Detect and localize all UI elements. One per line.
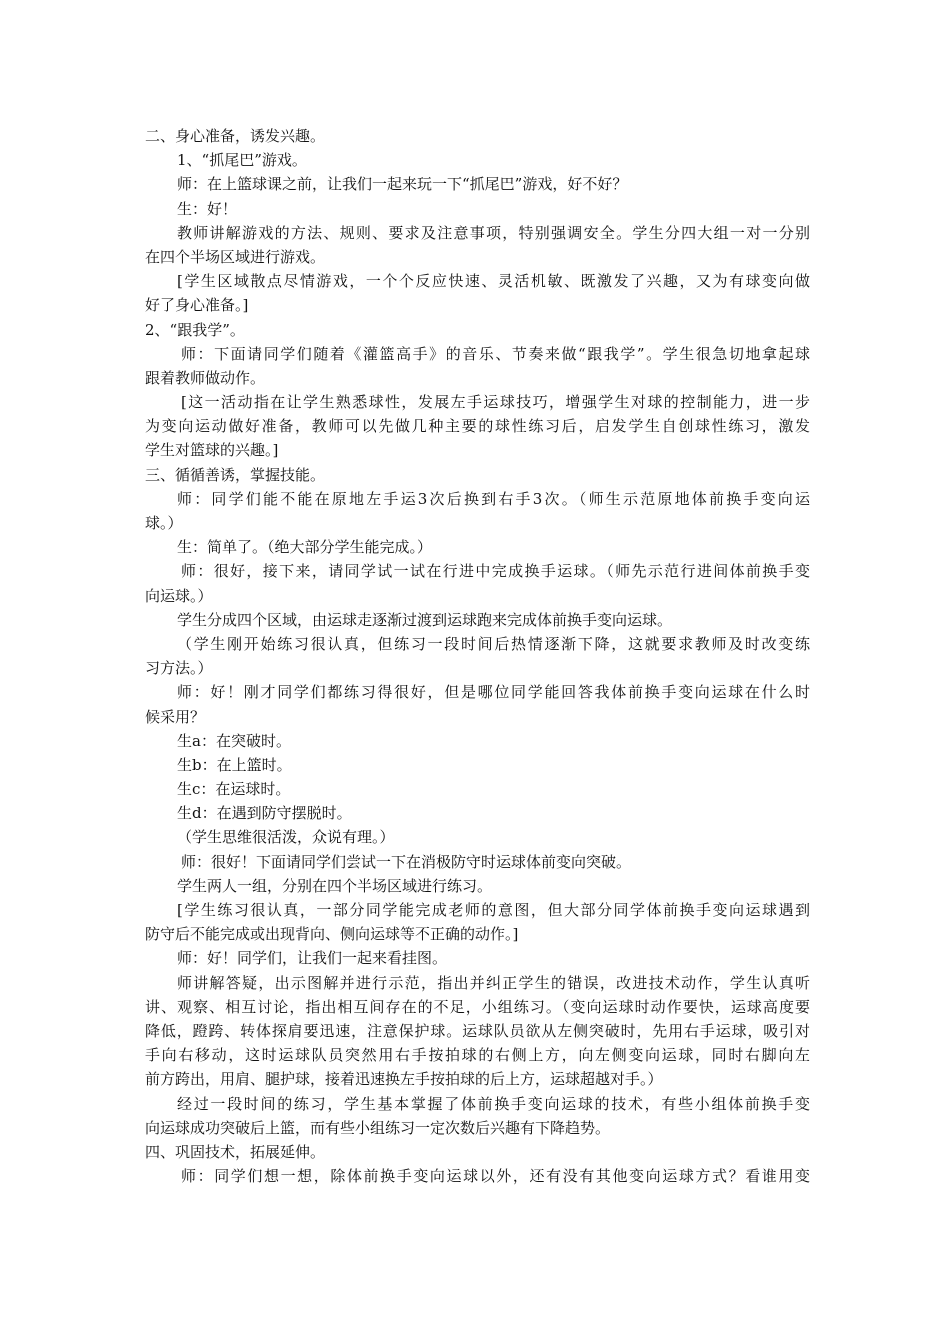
paragraph-line: 教师讲解游戏的方法、规则、要求及注意事项，特别强调安全。学生分四大组一对一分别 <box>177 223 810 242</box>
paragraph-line: 跟着教师做动作。 <box>145 368 266 387</box>
subsection-heading: 2、“跟我学”。 <box>145 320 245 339</box>
paragraph-line: 师：下面请同学们随着《灌篮高手》的音乐、节奏来做“跟我学”。学生很急切地拿起球 <box>181 344 810 363</box>
paragraph-line: 生：好！ <box>177 199 238 218</box>
paragraph-line: 师：同学们想一想，除体前换手变向运球以外，还有没有其他变向运球方式？看谁用变 <box>181 1167 810 1186</box>
paragraph-line: 师：同学们能不能在原地左手运3次后换到右手3次。（师生示范原地体前换手变向运 <box>177 489 810 508</box>
paragraph-line: 候采用？ <box>145 707 206 726</box>
paragraph-line: 师：好！同学们，让我们一起来看挂图。 <box>177 949 448 968</box>
paragraph-line: 降低，蹬跨、转体探肩要迅速，注意保护球。运球队员欲从左侧突破时，先用右手运球，吸引对 <box>145 1021 810 1040</box>
paragraph-line: 防守后不能完成或出现背向、侧向运球等不正确的动作。] <box>145 925 519 944</box>
document-body <box>145 124 810 1188</box>
paragraph-line: 手向右移动，这时运球队员突然用右手按拍球的右侧上方，向左侧变向运球，同时右脚向左 <box>145 1046 810 1065</box>
section-heading: 三、循循善诱，掌握技能。 <box>145 465 326 484</box>
section-heading: 四、巩固技术，拓展延伸。 <box>145 1142 326 1161</box>
paragraph-line: 在四个半场区域进行游戏。 <box>145 247 326 266</box>
paragraph-line: 师：好！刚才同学们都练习得很好，但是哪位同学能回答我体前换手变向运球在什么时 <box>177 683 810 702</box>
paragraph-line: 学生分成四个区域，由运球走逐渐过渡到运球跑来完成体前换手变向运球。 <box>177 610 673 629</box>
paragraph-line: [学生练习很认真，一部分同学能完成老师的意图，但大部分同学体前换手变向运球遇到 <box>177 901 810 919</box>
paragraph-line: 经过一段时间的练习，学生基本掌握了体前换手变向运球的技术，有些小组体前换手变 <box>177 1094 810 1113</box>
paragraph-line: （学生刚开始练习很认真，但练习一段时间后热情逐渐下降，这就要求教师及时改变练 <box>177 634 810 653</box>
paragraph-line: 师：很好，接下来，请同学试一试在行进中完成换手运球。（师先示范行进间体前换手变 <box>181 562 810 581</box>
subsection-heading: 1、“抓尾巴”游戏。 <box>177 151 307 170</box>
paragraph-line: [学生区域散点尽情游戏，一个个反应快速、灵活机敏、既激发了兴趣，又为有球变向做 <box>177 272 810 291</box>
paragraph-line: 前方跨出，用肩、腿护球，接着迅速换左手按拍球的后上方，运球超越对手。） <box>145 1070 663 1089</box>
paragraph-line: 师：在上篮球课之前，让我们一起来玩一下“抓尾巴”游戏，好不好？ <box>177 175 628 194</box>
paragraph-line: 学生两人一组，分别在四个半场区域进行练习。 <box>177 876 493 895</box>
paragraph-line: 师讲解答疑，出示图解并进行示范，指出并纠正学生的错误，改进技术动作，学生认真听 <box>177 973 810 992</box>
paragraph-line: 好了身心准备。] <box>145 296 249 315</box>
paragraph-line: 向运球。） <box>145 586 213 605</box>
paragraph-line: 学生对篮球的兴趣。] <box>145 441 279 460</box>
paragraph-line: 讲、观察、相互讨论，指出相互间存在的不足，小组练习。（变向运球时动作要快，运球高度要 <box>145 997 810 1016</box>
paragraph-line: 生c：在运球时。 <box>177 780 291 799</box>
paragraph-line: 生d：在遇到防守摆脱时。 <box>177 804 352 823</box>
paragraph-line: 生a：在突破时。 <box>177 731 291 750</box>
paragraph-line: 生b：在上篮时。 <box>177 755 292 774</box>
paragraph-line: 球。） <box>145 514 183 532</box>
section-heading: 二、身心准备，诱发兴趣。 <box>145 127 326 145</box>
paragraph-line: 生：简单了。（绝大部分学生能完成。） <box>177 538 433 557</box>
paragraph-line: 向运球成功突破后上篮，而有些小组练习一定次数后兴趣有下降趋势。 <box>145 1118 611 1137</box>
paragraph-line: （学生思维很活泼，众说有理。） <box>177 828 395 847</box>
paragraph-line: 习方法。） <box>145 659 213 678</box>
paragraph-line: 为变向运动做好准备，教师可以先做几种主要的球性练习后，启发学生自创球性练习，激发 <box>145 417 810 436</box>
paragraph-line: 师：很好！下面请同学们尝试一下在消极防守时运球体前变向突破。 <box>181 852 632 871</box>
paragraph-line: [这一活动指在让学生熟悉球性，发展左手运球技巧，增强学生对球的控制能力，进一步 <box>181 393 810 412</box>
